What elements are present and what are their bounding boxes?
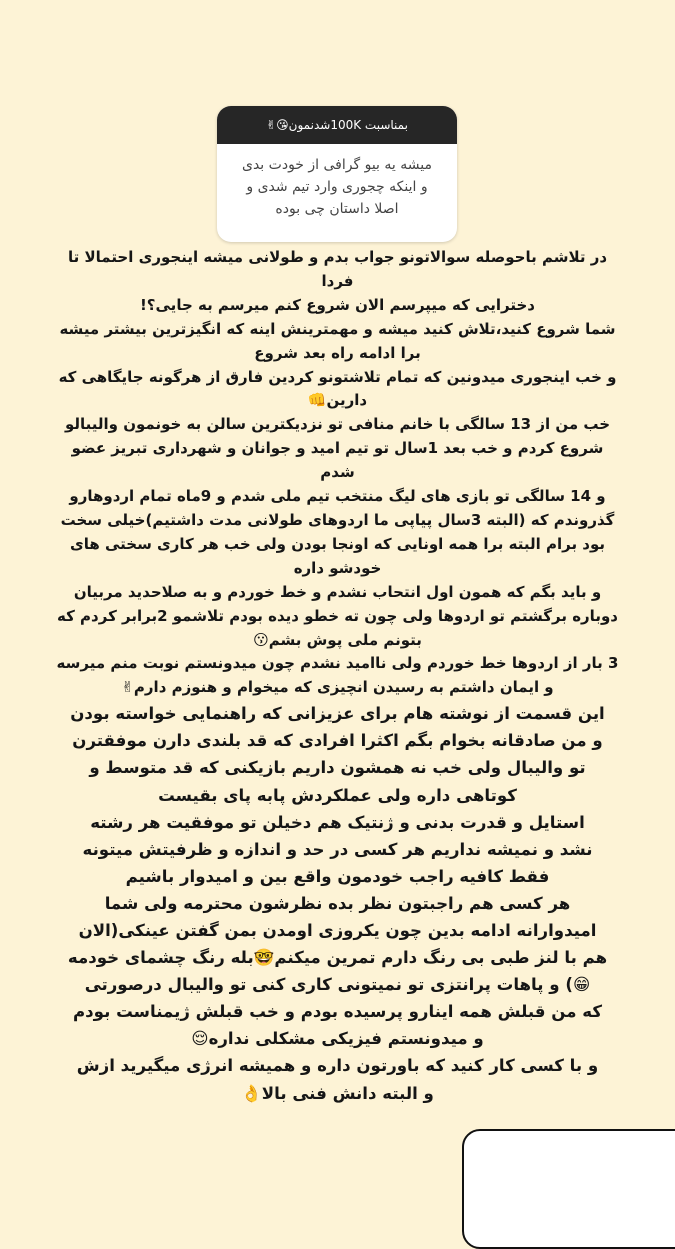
answer-line: 3 بار از اردوها خط خوردم ولی ناامید نشدم چون میدونستم نوبت منم میرسه — [56, 654, 619, 673]
answer-line: و باید بگم که همون اول انتحاب نشدم و خط خوردم و به صلاحدید مربیان — [73, 582, 602, 601]
answer-line: و ایمان داشتم به رسیدن انچیزی که میخوام و هنوزم دارم✌ — [121, 678, 554, 697]
answer-line: استایل و قدرت بدنی و ژنتیک هم دخیلن تو موفقیت هر رشته — [90, 812, 585, 832]
answer-line: فردا — [321, 271, 354, 290]
answer-line: 😁) و پاهات پرانتزی تو نمیتونی کاری کنی تو والیبال درصورتی — [84, 975, 591, 995]
answer-line: و با کسی کار کنید که باورتون داره و همیشه انرژی میگیرید ازش — [76, 1056, 599, 1076]
answer-part-2 — [6, 700, 669, 1106]
answer-line: دوباره برگشتم تو اردوها ولی چون ته خطو دیده بودم تلاشمو 2برابر کردم که — [57, 606, 618, 625]
answer-line: دخترایی که میپرسم الان شروع کنم میرسم به جایی؟! — [139, 295, 536, 314]
question-line: اصلا داستان چی بوده — [275, 201, 399, 217]
answer-line: و خب اینجوری میدونین که تمام تلاشتونو کردین فارق از هرگونه جایگاهی که — [58, 367, 617, 386]
answer-part-1 — [6, 246, 669, 700]
answer-line: این قسمت از نوشته هام برای عزیزانی که راهنمایی خواسته بودن — [70, 704, 605, 724]
answer-line: در تلاشم باحوصله سوالاتونو جواب بدم و طولانی میشه اینجوری احتمالا تا — [67, 248, 608, 266]
answer-line: هر کسی هم راجبتون نظر بده نظرشون محترمه ولی شما — [104, 893, 571, 913]
answer-line: امیدوارانه ادامه بدین چون یکروزی اومدن بمن گفتن عینکی(الان — [78, 920, 597, 940]
question-line: میشه یه بیو گرافی از خودت بدی — [242, 157, 432, 173]
answer-line: شما شروع کنید،تلاش کنید میشه و مهمترینش اینه که انگیزترین بیشتر میشه — [59, 319, 616, 338]
answer-line: و من صادقانه بخوام بگم اکثرا افرادی که قد بلندی دارن موفقترن — [72, 731, 603, 751]
answer-line: خب من از 13 سالگی با خانم منافی تو نزدیکترین سالن به خونمون والیبالو — [64, 415, 611, 434]
answer-line: بود برام البته برا همه اونایی که اونجا بودن ولی خب هر کاری سختی های — [69, 534, 606, 553]
answer-line: و البته دانش فنی بالا👌 — [241, 1083, 434, 1103]
answer-line: دارین👊 — [307, 391, 368, 410]
answer-line: که من قبلش همه اینارو پرسیده بودم و خب قبلش ژیمناست بودم — [73, 1002, 602, 1022]
answer-line: شروع کردم و خب بعد 1سال تو تیم امید و جوانان و شهرداری تبریز عضو — [71, 439, 604, 458]
corner-overlay-box — [462, 1129, 675, 1249]
answer-line: برا ادامه راه بعد شروع — [254, 343, 421, 362]
question-line: و اینکه چجوری وارد تیم شدی و — [246, 179, 428, 195]
answer-line: نشد و نمیشه نداریم هر کسی در حد و اندازه و ظرفیتش میتونه — [82, 839, 593, 859]
answer-text — [6, 246, 669, 1107]
answer-line: شدم — [320, 463, 355, 482]
answer-line: خودشو داره — [293, 558, 382, 577]
answer-line: هم با لنز طبی بی رنگ دارم تمرین میکنم🤓بله رنگ چشمای خودمه — [67, 948, 608, 968]
answer-line: فقط کافیه راجب خودمون واقع بین و امیدوار باشیم — [125, 866, 550, 886]
answer-line: بتونم ملی پوش بشم😗 — [253, 630, 422, 649]
answer-line: تو والیبال ولی خب نه همشون داریم بازیکنی که قد متوسط و — [89, 758, 586, 778]
question-sticker-header: بمناسبت 100Kشدنمون😘✌ — [217, 106, 457, 144]
answer-line: کوتاهی داره ولی عملکردش پابه پای بقیست — [158, 785, 517, 805]
answer-line: گذروندم که (البته 3سال پیاپی ما اردوهای طولانی مدت داشتیم)خیلی سخت — [60, 510, 615, 529]
question-text — [217, 144, 457, 220]
answer-line: و 14 سالگی تو بازی های لیگ منتخب تیم ملی شدم و 9ماه تمام اردوهارو — [69, 487, 606, 506]
answer-line: و میدونستم فیزیکی مشکلی نداره😌 — [191, 1029, 484, 1049]
question-sticker — [217, 106, 457, 242]
